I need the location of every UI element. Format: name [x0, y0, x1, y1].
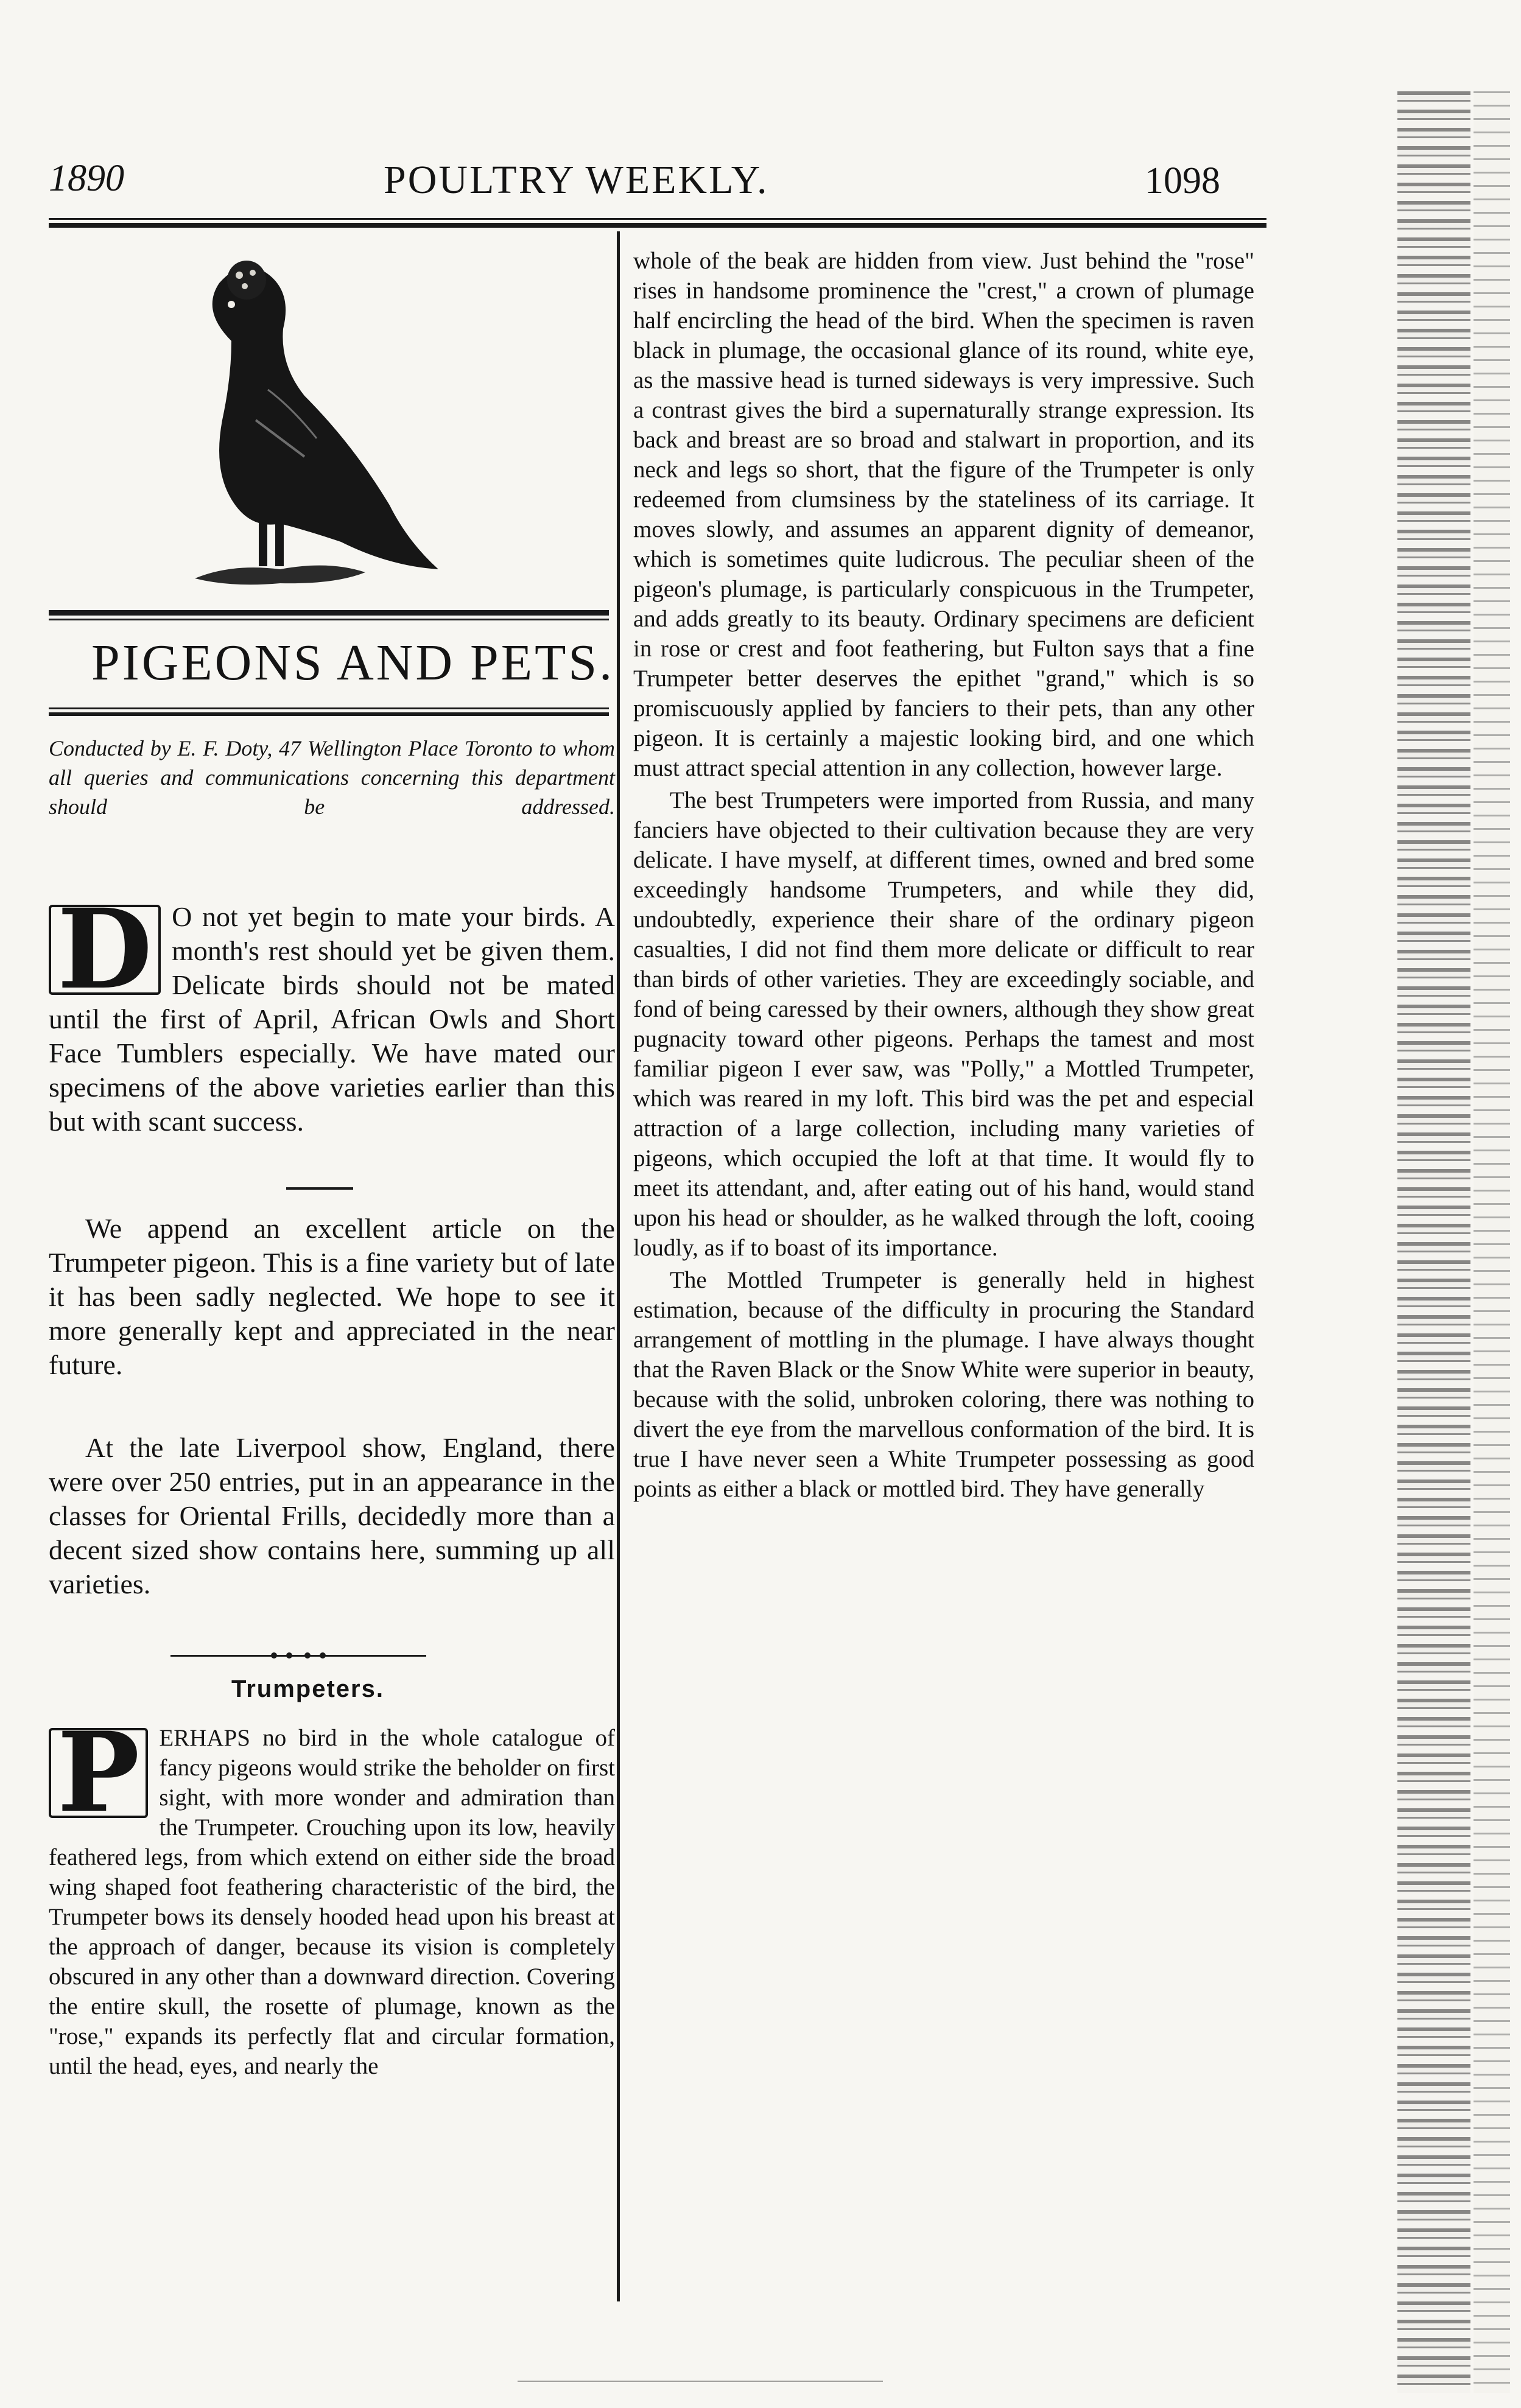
- ornament-divider: [170, 1651, 426, 1660]
- scan-edge-noise-outer: [1474, 91, 1510, 2393]
- right-paragraph-1: whole of the beak are hidden from view. Just behind the "rose" rises in handsome prominence the "crest," a crown of plumage half encircling the head of the bird. When the specimen is raven black in plumage, the occasional glance of its round, white eye, as the massive head is turned sideways is very impressive. Such a contrast gives the bird a supernaturally strange expression. Its back and breast are so broad and stalwart in proportion, and its neck and legs so short, that the figure of the Trumpeter is only redeemed from clumsiness by the stateliness of its carriage. It moves slowly, and assumes an apparent dignity of demeanor, which is sometimes quite ludicrous. The peculiar sheen of the pigeon's plumage, is particularly conspicuous in the Trumpeter, and adds greatly to its beauty. Ordinary specimens are deficient in rose or crest and foot feathering, but Fulton says that a fine Trumpeter better deserves the epithet "grand," which is so promiscuously applied by fanciers to their pets, than any other pigeon. It is certainly a majestic looking bird, and one which must attract special attention in any collection, however large.: [633, 248, 1254, 781]
- right-paragraph-2: The best Trumpeters were imported from Russia, and many fanciers have objected to their cultivation because they are very delicate. I have myself, at different times, owned and bred some exceedingly handsome Trumpeters, and while they did, undoubtedly, experience their share of the ordinary pigeon casualties, I did not find them more delicate or difficult to rear than birds of other varieties. They are exceedingly sociable, and fond of being caressed by their owners, although they show great pugnacity toward other pigeons. Perhaps the tamest and most familiar pigeon I ever saw, was "Polly," a Mottled Trumpeter, which was reared in my loft. This bird was the pet and especial attraction of a large collection, including many varieties of pigeons, which occupied the loft at that time. It would fly to meet its attendant, and, after eating out of his hand, would stand upon his head or shoulder, as he walked through the loft, cooing loudly, as if to boast of its importance.: [633, 787, 1254, 1261]
- scan-edge-noise: [1397, 91, 1470, 2393]
- trumpeter-note: We append an excellent article on the Trumpeter pigeon. This is a fine variety but of late it has been sadly neglected. We hope to see it more generally kept and appreciated in the near future.: [49, 1213, 615, 1380]
- subsection-title: Trumpeters.: [231, 1676, 384, 1702]
- header-page-number: 1098: [1145, 160, 1220, 202]
- trumpeters-text: ERHAPS no bird in the whole catalogue of fancy pigeons would strike the beholder on first sight, with more wonder and admiration than the Trumpeter. Crouching upon its low, heavily feathered legs, from which extend on either side the broad wing shaped foot feathering characteristic of the bird, the Trumpeter bows its densely hooded head upon his breast at the approach of danger, because its vision is completely obscured in any other than a downward direction. Covering the entire skull, the rosette of plumage, known as the "rose," expands its perfectly flat and circular formation, until the head, eyes, and nearly the: [49, 1725, 615, 2079]
- right-column: [633, 246, 1254, 1506]
- intro-text: O not yet begin to mate your birds. A month's rest should yet be given them. Delicate birds should not be mated until the first of April, African Owls and Short Face Tumblers especially. We have mated our specimens of the above varieties earlier than this but with scant success.: [49, 901, 615, 1137]
- section-title: PIGEONS AND PETS.: [91, 634, 615, 691]
- trumpeter-pigeon-illustration: [49, 237, 609, 597]
- liverpool-note: At the late Liverpool show, England, there were over 250 entries, put in an appearance in the classes for Oriental Frills, decidedly more than a decent sized show contains here, summing up all varieties.: [49, 1432, 615, 1599]
- title-rule-bottom-thin: [49, 707, 609, 709]
- title-rule-thin: [49, 619, 609, 620]
- title-rule: [49, 610, 609, 616]
- conductor-note: Conducted by E. F. Doty, 47 Wellington Place Toronto to whom all queries and communications concerning this department should be addressed.: [49, 736, 615, 819]
- header-title: POULTRY WEEKLY.: [384, 158, 769, 202]
- trumpeters-paragraph: [49, 1708, 615, 2081]
- bottom-mark: [518, 2381, 883, 2382]
- header-rule: [49, 218, 1266, 220]
- title-rule-bottom: [49, 712, 609, 716]
- header-year: 1890: [49, 158, 124, 199]
- short-divider: [286, 1187, 353, 1190]
- trumpeters-drop-cap: P: [49, 1728, 148, 1818]
- intro-paragraph: [49, 885, 615, 1139]
- intro-drop-cap: D: [49, 905, 161, 995]
- column-divider: [617, 231, 620, 2301]
- right-paragraph-3: The Mottled Trumpeter is generally held in highest estimation, because of the difficulty in procuring the Standard arrangement of mottling in the plumage. I have always thought that the Raven Black or the Snow White were superior in beauty, because with the solid, unbroken coloring, there was nothing to divert the eye from the marvellous conformation of the bird. It is true I have never seen a White Trumpeter possessing as good points as either a black or mottled bird. They have generally: [633, 1267, 1254, 1502]
- header-rule-thick: [49, 223, 1266, 228]
